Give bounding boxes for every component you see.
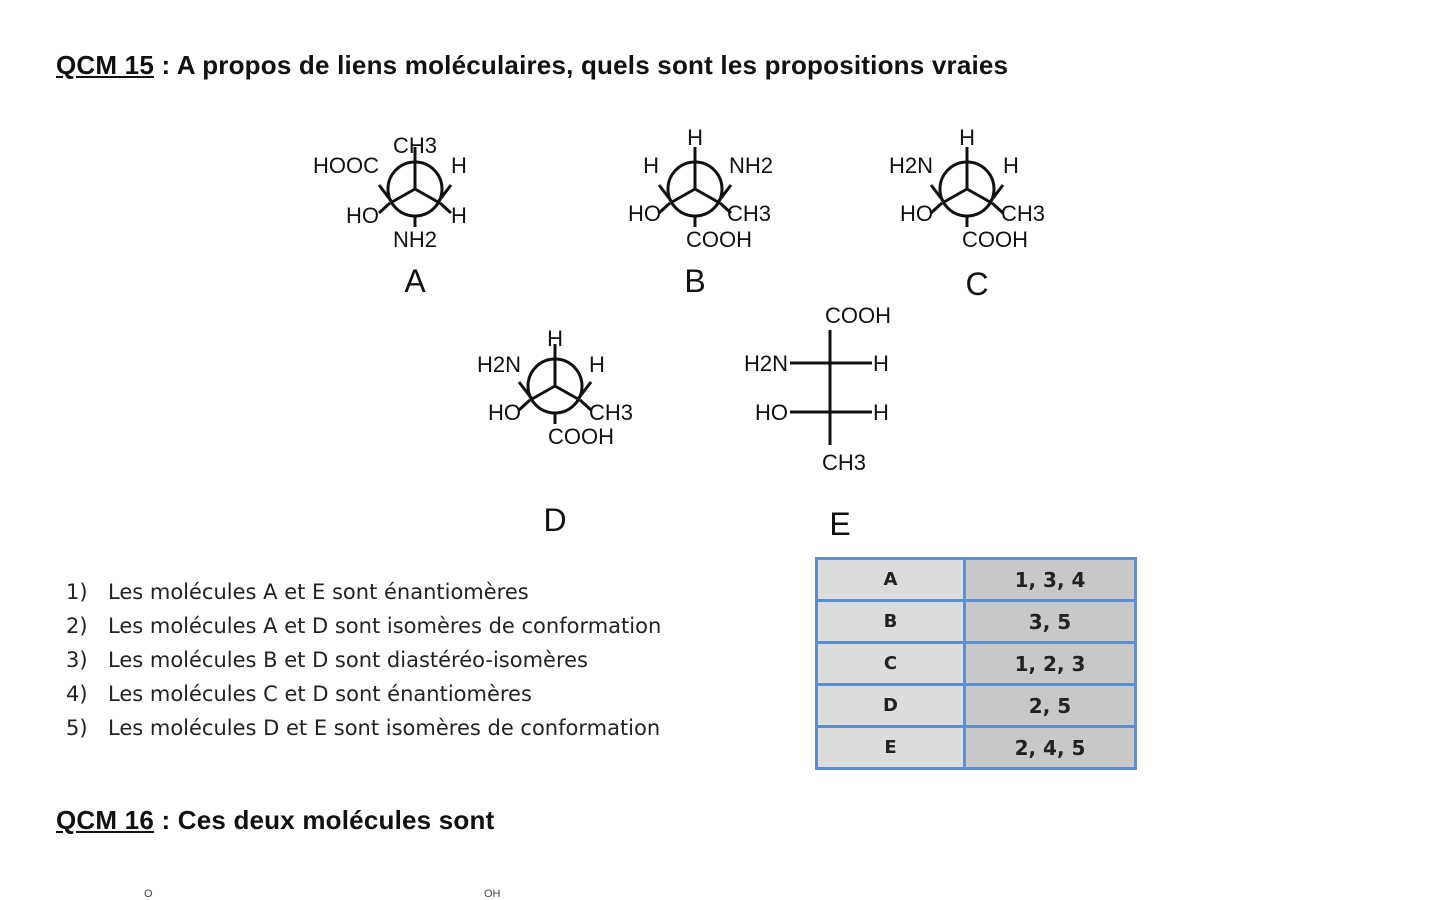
substituent-label: H [873,400,889,425]
answer-combination: 1, 3, 4 [965,559,1136,601]
proposition-number: 4) [66,682,88,706]
substituent-label: COOH [686,227,752,252]
substituent-label: H [959,125,975,150]
substituent-label: H [547,326,563,351]
answer-row [817,685,1136,727]
cut-off-label: O [144,888,153,900]
substituent-label: HO [900,201,933,226]
answer-letter: C [817,643,965,685]
substituent-label: CH3 [589,400,634,425]
substituent-label: COOH [548,424,614,449]
molecule-letter: E [829,506,851,542]
molecule-letter: D [543,502,567,538]
newman-projection-c [889,125,1045,302]
question-16-number: QCM 16 [56,805,155,835]
substituent-label: NH2 [729,153,774,178]
substituent-label: H2N [743,351,788,376]
answer-combination: 2, 4, 5 [965,727,1136,769]
proposition-number: 2) [66,614,88,638]
answer-table [815,557,1137,770]
newman-projection-b [628,125,773,299]
cut-off-label: OH [484,888,501,900]
fischer-projection-e [744,303,891,542]
proposition-text: Les molécules B et D sont diastéréo-isomères [108,648,588,672]
substituent-label: H2N [476,352,521,377]
proposition-number: 3) [66,648,88,672]
proposition-item [66,643,661,677]
answer-row [817,643,1136,685]
substituent-label: H [643,153,659,178]
substituent-label: CH3 [1001,201,1046,226]
answer-letter: A [817,559,965,601]
question-16-title [56,805,494,836]
substituent-label: H [687,125,703,150]
substituent-label: H2N [888,153,933,178]
answer-combination: 3, 5 [965,601,1136,643]
substituent-label: COOH [962,227,1028,252]
substituent-label: HO [755,400,788,425]
proposition-item [66,677,661,711]
answer-letter: B [817,601,965,643]
substituent-label: HO [346,203,379,228]
question-16-text: : Ces deux molécules sont [154,805,495,835]
substituent-label: HO [628,201,661,226]
substituent-label: HOOC [313,153,379,178]
molecule-letter: A [404,263,426,299]
answer-combination: 1, 2, 3 [965,643,1136,685]
answer-letter: E [817,727,965,769]
answer-row [817,601,1136,643]
proposition-item [66,575,661,609]
proposition-text: Les molécules A et D sont isomères de conformation [108,614,662,638]
substituent-label: H [873,351,889,376]
proposition-item [66,609,661,643]
substituent-label: CH3 [727,201,772,226]
proposition-text: Les molécules C et D sont énantiomères [108,682,532,706]
substituent-label: NH2 [392,227,438,252]
answer-row [817,727,1136,769]
substituent-label: COOH [825,303,891,328]
molecule-letter: B [684,263,706,299]
newman-projection-d [477,326,633,538]
substituent-label: H [451,153,467,178]
substituent-label: H [451,203,467,228]
answer-letter: D [817,685,965,727]
proposition-number: 1) [66,580,88,604]
proposition-text: Les molécules D et E sont isomères de conformation [108,716,661,740]
answer-row [817,559,1136,601]
proposition-text: Les molécules A et E sont énantiomères [108,580,529,604]
newman-projection-a [313,133,467,299]
substituent-label: H [1003,153,1019,178]
proposition-item [66,711,661,745]
answer-combination: 2, 5 [965,685,1136,727]
substituent-label: HO [488,400,521,425]
substituent-label: CH3 [821,450,867,475]
substituent-label: CH3 [392,133,438,158]
question-15-text: : A propos de liens moléculaires, quels sont les propositions vraies [154,50,1009,80]
molecule-letter: C [965,266,989,302]
proposition-list [66,575,661,745]
question-15-number: QCM 15 [56,50,155,80]
proposition-number: 5) [66,716,88,740]
substituent-label: H [589,352,605,377]
